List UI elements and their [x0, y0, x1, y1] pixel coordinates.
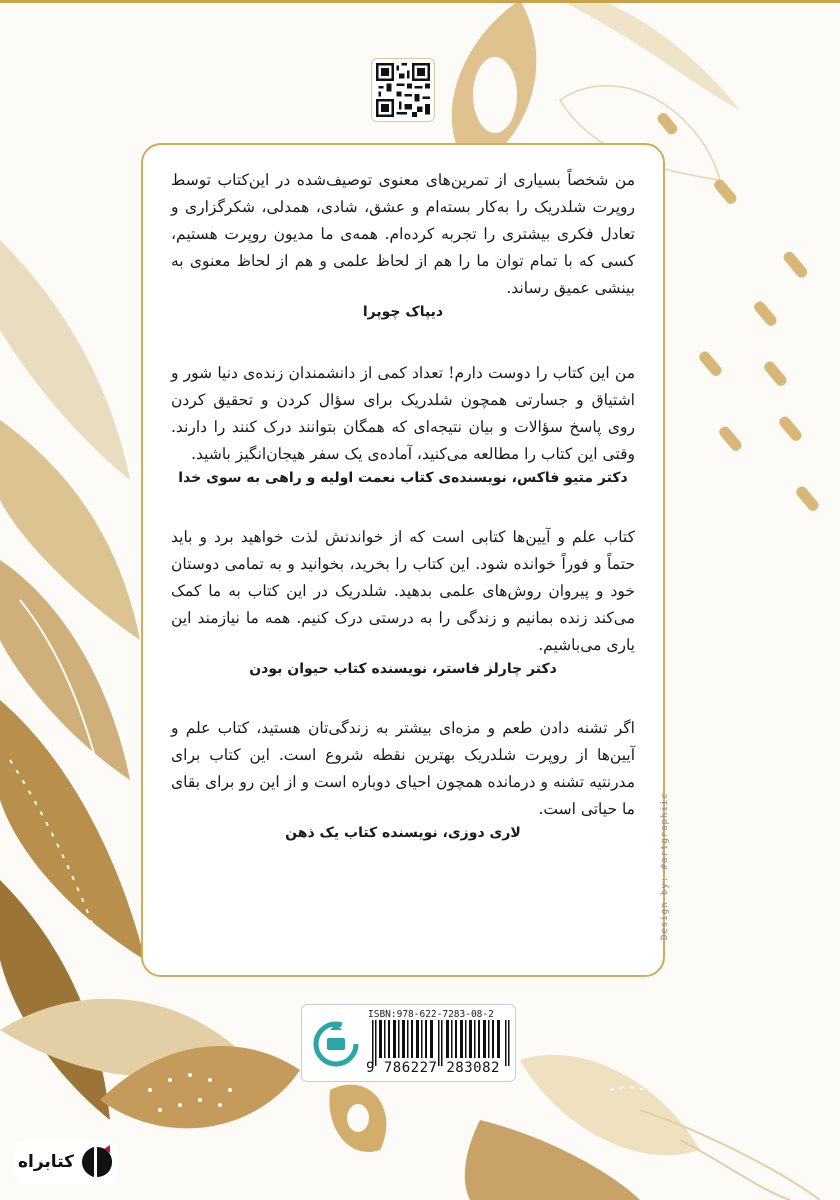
publisher-logo [310, 1011, 362, 1077]
quote-author: لاری دوزی، نویسنده کتاب یک ذهن [285, 825, 521, 841]
quote-author: دکتر چارلز فاستر، نویسنده کتاب حیوان بودن [249, 661, 557, 677]
quote-text: من شخصاً بسیاری از تمرین‌های معنوی توصیف‌شده در این‌کتاب توسط روپرت شلدریک را به‌کار بسته‌ام و عشق، شادی، همدلی، شکرگزاری و تعادل فکری بیشتری را تجربه کرده‌ام. همه‌ی ما مدیون روپرت هستیم، کسی که با تمام توان ما را هم از لحاظ علمی و هم از لحاظ معنوی به بینشی عمیق رساند. [171, 171, 635, 297]
isbn-label: ISBN:978-622-7283-08-2 [368, 1009, 494, 1020]
spacer [171, 320, 635, 360]
qr-code[interactable] [371, 58, 435, 122]
brand-watermark[interactable] [14, 1140, 118, 1184]
testimonials-panel [141, 143, 665, 977]
spacer [171, 677, 635, 715]
quote-text: اگر تشنه دادن طعم و مزه‌ای بیشتر به زندگی‌تان هستید، کتاب علم و آیین‌ها از روپرت شلدریک بهترین نقطه شروع است. این کتاب برای مدرنتیه تشنه و درمانده همچون احیای دوباره است و از این رو برای بقای ما حیاتی است. [171, 719, 635, 818]
quote-text: من این کتاب را دوست دارم! تعداد کمی از دانشمندان زنده‌ی دنیا شور و اشتیاق و جسارتی همچون شلدریک برای سؤال کردن و تحقیق کردن روی پاسخ سؤالات و بیان نتیجه‌ای که همگان بتوانند درک کنند را دارند. وقتی این کتاب را مطالعه می‌کنید، آماده‌ی یک سفر هیجان‌انگیز باشید. [171, 364, 635, 463]
isbn-barcode-box [301, 1004, 516, 1082]
barcode-digits: 9 786227 283082 [366, 1060, 500, 1076]
quote-author: دیپاک چوپرا [362, 304, 444, 320]
brand-name: کتابراه [17, 1152, 75, 1172]
top-accent-line [0, 0, 840, 3]
quote-author: دکتر متیو فاکس، نویسنده‌ی کتاب نعمت اولیه و راهی به سوی خدا [178, 470, 628, 486]
designer-credit: Design by: #artgraphiic [660, 792, 670, 940]
spacer [171, 486, 635, 524]
quote-text: کتاب علم و آیین‌ها کتابی است که از خواندنش لذت خواهید برد و باید حتماً و فوراً خوانده شود. این کتاب را بخرید، بخوانید و به تمامی دوستان خود و پیروان روش‌های علمی بدهید. شلدریک در این کتاب به ما کمک می‌کند زنده بمانیم و زندگی را به درستی درک کنیم. همه ما نیازمند این یاری می‌باشیم. [171, 528, 635, 654]
brand-logo-icon [80, 1145, 114, 1179]
